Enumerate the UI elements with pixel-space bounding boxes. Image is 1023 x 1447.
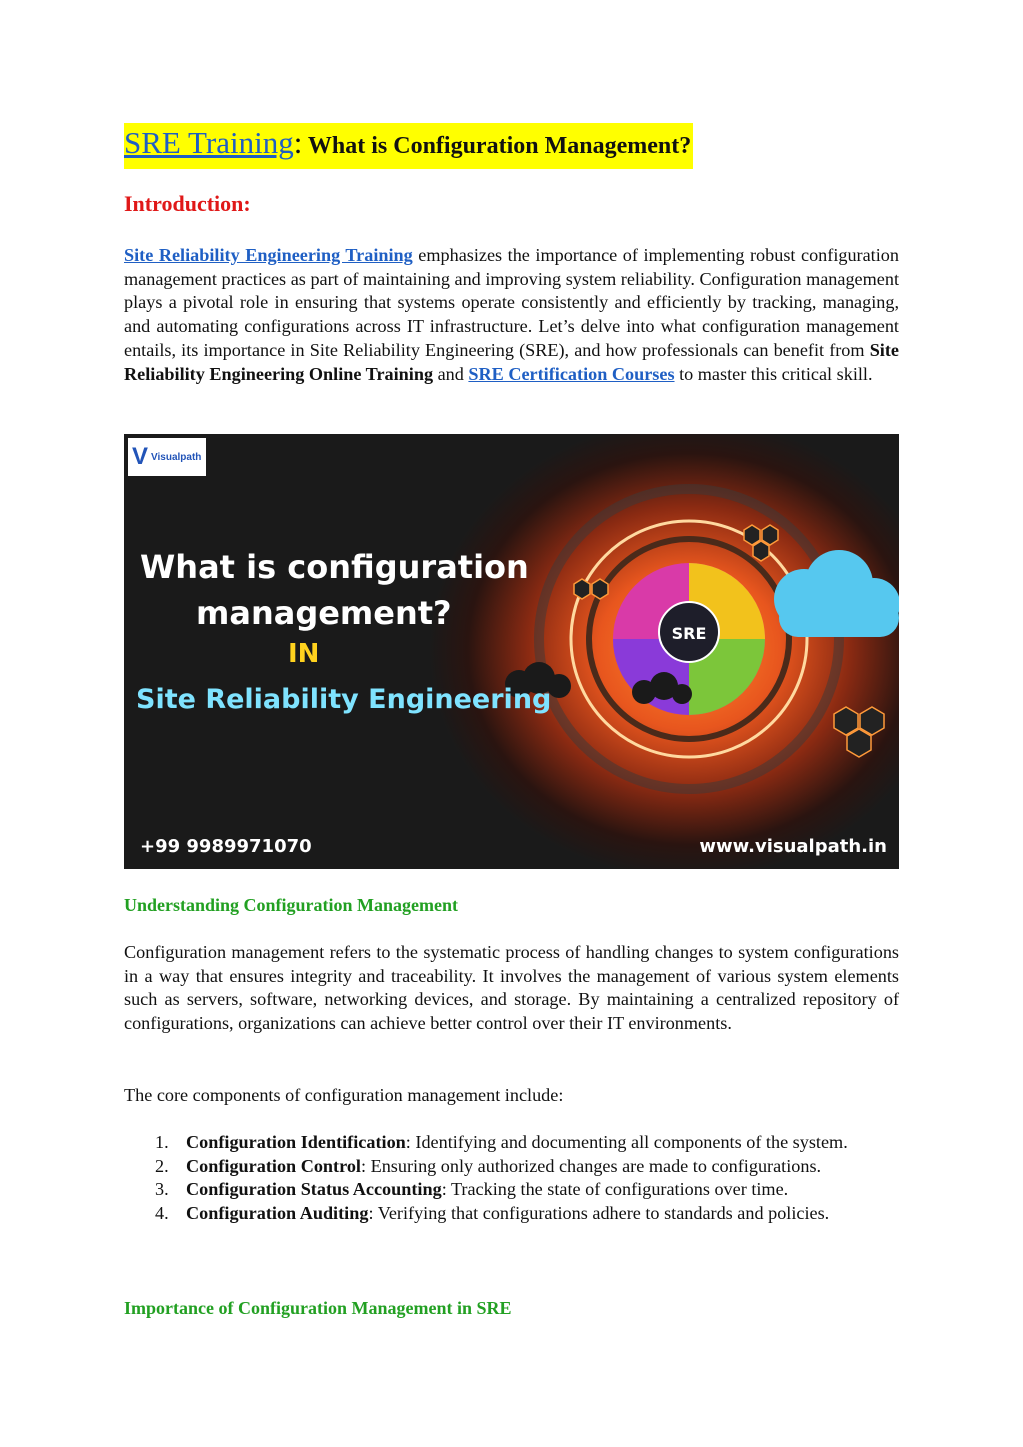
banner-graphic xyxy=(124,434,899,869)
components-list xyxy=(124,1131,899,1226)
list-item-number: 1. xyxy=(155,1132,169,1152)
banner-line-4: Site Reliability Engineering xyxy=(136,684,552,715)
list-item xyxy=(124,1202,899,1226)
title-colon: : xyxy=(293,125,303,160)
title-text: What is Configuration Management? xyxy=(302,133,692,159)
title-link[interactable]: SRE Training xyxy=(124,125,294,160)
section-heading-understanding: Understanding Configuration Management xyxy=(124,895,459,915)
logo-v-icon: V xyxy=(132,443,149,470)
intro-paragraph xyxy=(124,244,899,386)
banner-image xyxy=(124,434,899,869)
intro-bold: Site Reliability Engineering Online Training xyxy=(124,339,899,384)
logo-text: Visualpath xyxy=(151,451,202,463)
list-item-desc: : Verifying that configurations adhere to standards and policies. xyxy=(368,1203,830,1224)
list-item-term: Configuration Status Accounting xyxy=(186,1179,442,1200)
banner-line-3: IN xyxy=(288,639,320,669)
section-paragraph-1: Configuration management refers to the systematic process of handling changes to system configurations in a way that ensures integrity and traceability. It involves the management of various system elements such as servers, software, networking devices, and storage. By maintaining a centralized repository of configurations, organizations can achieve better control over their IT environments. xyxy=(124,942,899,1034)
list-item-desc: : Ensuring only authorized changes are made to configurations. xyxy=(360,1155,822,1176)
intro-heading-text: Introduction xyxy=(124,191,244,216)
list-item xyxy=(124,1131,899,1155)
intro-heading-colon: : xyxy=(243,191,251,216)
list-item-desc: : Tracking the state of configurations over time. xyxy=(441,1179,789,1200)
list-item-term: Configuration Control xyxy=(186,1155,361,1176)
cloud-icon xyxy=(774,550,899,637)
list-item-number: 4. xyxy=(155,1203,169,1224)
intro-text-1: emphasizes the importance of implementing robust configuration management practices as part of maintaining and improving system reliability. Configuration management plays a pivotal role in ensuring that systems operate consistently and efficiently by tracking, managing, and automating configurations across IT infrastructure. Let’s delve into what configuration management entails, its importance in Site Reliability Engineering (SRE), and how professionals can benefit from xyxy=(124,245,899,360)
hub-label: SRE xyxy=(671,624,707,643)
banner-website: www.visualpath.in xyxy=(699,836,887,857)
visualpath-logo xyxy=(128,438,206,476)
list-item-number: 3. xyxy=(155,1179,169,1200)
intro-heading xyxy=(124,191,251,217)
list-item-desc: : Identifying and documenting all components of the system. xyxy=(405,1132,848,1152)
list-item-term: Configuration Auditing xyxy=(186,1203,369,1224)
banner-line-1: What is configuration xyxy=(140,548,529,586)
list-item-term: Configuration Identification xyxy=(186,1132,406,1152)
intro-text-3: to master this critical skill. xyxy=(674,363,873,384)
list-item xyxy=(124,1155,899,1179)
banner-line-2: management? xyxy=(196,594,452,632)
section-paragraph-2: The core components of configuration management include: xyxy=(124,1085,564,1105)
intro-text-2: and xyxy=(433,363,469,384)
page-title xyxy=(124,123,693,169)
section-heading-importance: Importance of Configuration Management in SRE xyxy=(124,1298,512,1318)
banner-phone: +99 9989971070 xyxy=(140,836,312,857)
sre-certification-link[interactable]: SRE Certification Courses xyxy=(468,363,675,384)
list-item xyxy=(124,1178,899,1202)
list-item-number: 2. xyxy=(155,1155,169,1176)
sre-training-link[interactable]: Site Reliability Engineering Training xyxy=(124,245,413,265)
